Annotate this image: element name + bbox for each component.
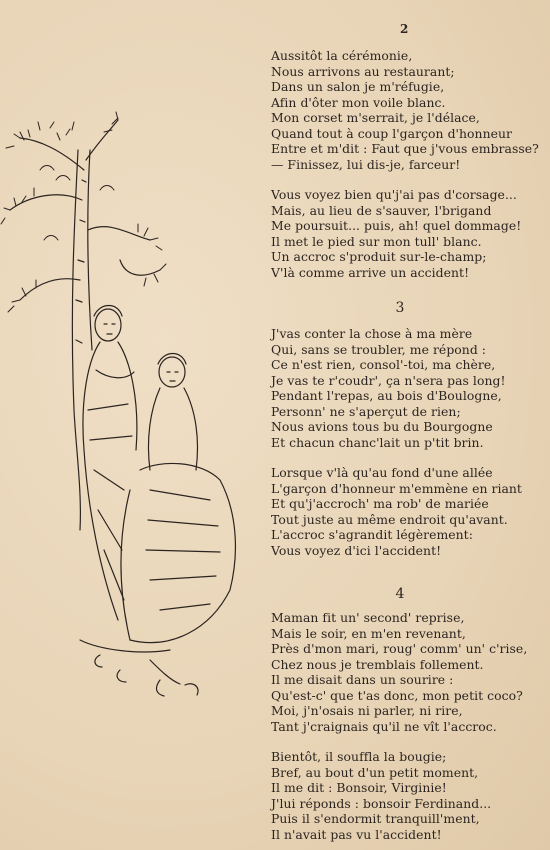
stanza-3	[271, 326, 549, 450]
poem-line: Et qu'j'accroch' ma rob' de mariée	[271, 496, 489, 511]
poem-line: V'là comme arrive un accident!	[271, 264, 470, 280]
page-number: 2	[400, 22, 409, 36]
poem-line: Ce n'est rien, consol'-toi, ma chère,	[271, 357, 496, 372]
poem-line: L'garçon d'honneur m'emmène en riant	[271, 480, 522, 496]
poem-line: Et chacun chanc'lait un p'tit brin.	[271, 434, 484, 450]
poem-line: Je vas te r'coudr', ça n'sera pas long!	[271, 372, 506, 388]
stanza-2	[271, 187, 549, 280]
poem-line: — Finissez, lui dis-je, farceur!	[271, 156, 461, 172]
poem-line: Puis il s'endormit tranquill'ment,	[271, 811, 480, 826]
poem-line: Tout juste au même endroit qu'avant.	[271, 511, 508, 527]
poem-line: Mais le soir, en m'en revenant,	[271, 625, 466, 641]
poem-line: Nous arrivons au restaurant;	[271, 63, 455, 79]
poem-line: Il me dit : Bonsoir, Virginie!	[271, 780, 447, 795]
poem-line: Pendant l'repas, au bois d'Boulogne,	[271, 388, 502, 403]
poem-line: Mon corset m'serrait, je l'délace,	[271, 110, 480, 125]
poem-text	[271, 48, 549, 842]
poem-line: Lorsque v'là qu'au fond d'une allée	[271, 465, 493, 480]
poem-line: Dans un salon je m'réfugie,	[271, 79, 445, 94]
stanza-6	[271, 749, 549, 842]
poem-line: Il met le pied sur mon tull' blanc.	[271, 233, 482, 249]
section-number-3: 3	[395, 300, 405, 316]
poem-line: Près d'mon mari, roug' comm' un' c'rise,	[271, 641, 528, 656]
poem-line: Vous voyez d'ici l'accident!	[271, 542, 442, 558]
poem-line: Il n'avait pas vu l'accident!	[271, 826, 442, 842]
stanza-1	[271, 48, 549, 172]
poem-line: Me poursuit... puis, ah! quel dommage!	[271, 218, 522, 233]
stanza-5	[271, 610, 549, 734]
poem-line: Bref, au bout d'un petit moment,	[271, 764, 479, 780]
poem-line: Afin d'ôter mon voile blanc.	[271, 94, 446, 110]
poem-line: Tant j'craignais qu'il ne vît l'accroc.	[271, 718, 497, 734]
poem-line: Aussitôt la cérémonie,	[271, 48, 413, 63]
poem-line: Il me disait dans un sourire :	[271, 672, 454, 687]
poem-line: Un accroc s'produit sur-le-champ;	[271, 249, 487, 264]
poem-line: Nous avions tous bu du Bourgogne	[271, 419, 493, 434]
poem-line: Bientôt, il souffla la bougie;	[271, 749, 447, 764]
poem-line: Qu'est-c' que t'as donc, mon petit coco?	[271, 687, 523, 703]
stanza-4	[271, 465, 549, 558]
poem-line: Moi, j'n'osais ni parler, ni rire,	[271, 703, 463, 718]
poem-line: J'lui réponds : bonsoir Ferdinand...	[271, 795, 492, 811]
poem-line: J'vas conter la chose à ma mère	[271, 326, 473, 341]
poem-line: Entre et m'dit : Faut que j'vous embrasse?	[271, 141, 539, 156]
poem-line: L'accroc s'agrandit légèrement:	[271, 527, 473, 542]
poem-line: Maman fit un' second' reprise,	[271, 610, 465, 625]
illustration-two-women-under-tree	[0, 110, 260, 710]
poem-line: Mais, au lieu de s'sauver, l'brigand	[271, 202, 492, 218]
poem-line: Quand tout à coup l'garçon d'honneur	[271, 125, 512, 141]
poem-line: Vous voyez bien qu'j'ai pas d'corsage...	[271, 187, 517, 202]
poem-line: Qui, sans se troubler, me répond :	[271, 341, 487, 357]
poem-line: Personn' ne s'aperçut de rien;	[271, 403, 461, 419]
section-number-4: 4	[395, 586, 405, 602]
poem-line: Chez nous je tremblais follement.	[271, 656, 484, 672]
